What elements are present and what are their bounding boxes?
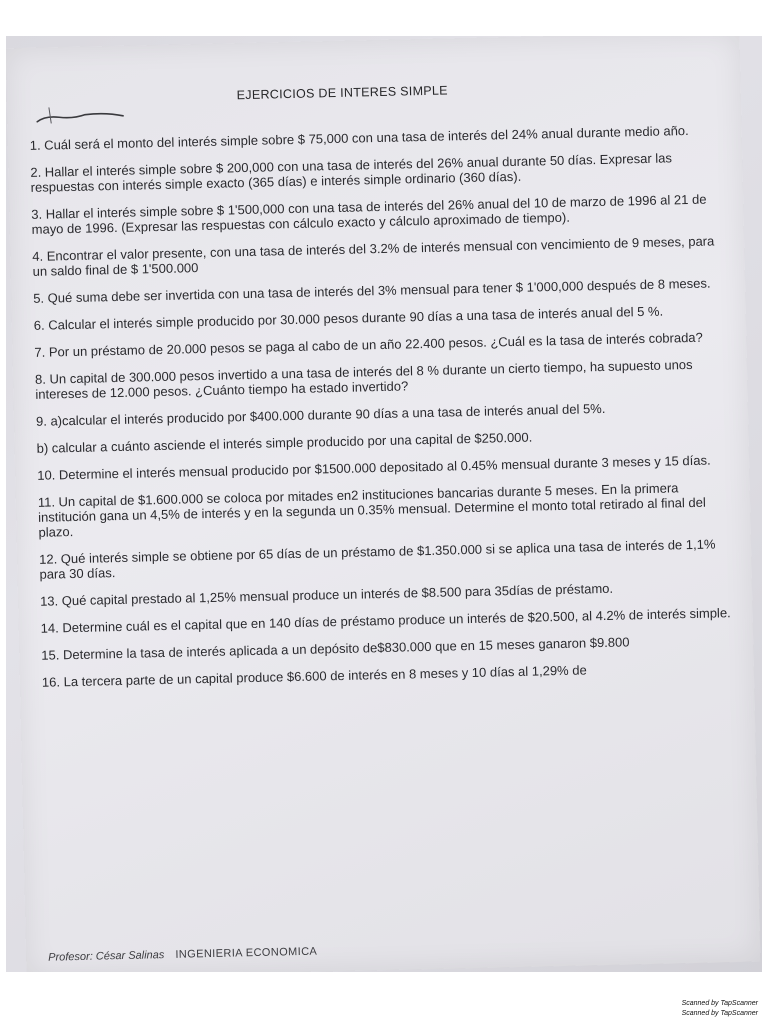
problem-list	[30, 122, 742, 690]
worksheet-title: EJERCICIOS DE INTERES SIMPLE	[236, 83, 449, 103]
problem-3: 3. Hallar el interés simple sobre $ 1'500,000 con una tasa de interés del 26% anual del 10 de marzo de 1996 al 21 de mayo de 1996. (Expresar las respuestas con cálculo exacto y cálculo aproximado de tiempo).	[31, 191, 707, 237]
problem-9a: 9. a)calcular el interés producido por $400.000 durante 90 días a una tasa de interés anual del 5%.	[35, 400, 606, 429]
problem-4: 4. Encontrar el valor presente, con una tasa de interés del 3.2% de interés mensual con vencimiento de 9 meses, para un saldo final de $ 1'500.000	[32, 233, 715, 279]
problem-5: 5. Qué suma debe ser invertida con una tasa de interés del 3% mensual para tener $ 1'000,000 después de 8 meses.	[33, 275, 711, 306]
problem-16: 16. La tercera parte de un capital produce $6.600 de interés en 8 meses y 10 días al 1,29% de	[41, 662, 587, 690]
scanned-photo	[6, 36, 762, 972]
problem-6: 6. Calcular el interés simple producido por 30.000 pesos durante 90 días a una tasa de interés anual del 5 %.	[33, 303, 664, 333]
problem-14: 14. Determine cuál es el capital que en 140 días de préstamo produce un interés de $20.500, al 4.2% de interés simple.	[40, 605, 731, 636]
pen-scribble-icon	[35, 100, 128, 126]
problem-15: 15. Determine la tasa de interés aplicada a un depósito de$830.000 que en 15 meses ganaron $9.800	[41, 634, 630, 663]
problem-9b: b) calcular a cuánto asciende el interés simple producido por una capital de $250.000.	[36, 429, 533, 456]
footer-course: INGENIERIA ECONOMICA	[175, 945, 318, 961]
scanner-watermark-secondary: Scanned by TapScanner	[681, 1010, 758, 1017]
page-footer	[48, 946, 317, 964]
footer-profesor: Profesor: César Salinas	[48, 949, 165, 964]
problem-10: 10. Determine el interés mensual producido por $1500.000 depositado al 0.45% mensual durante 3 meses y 15 días.	[37, 452, 711, 483]
problem-11: 11. Un capital de $1.600.000 se coloca por mitades en2 instituciones bancarias durante 5 meses. En la primera institución gana un 4,5% de interés y en la segunda un 0.35% mensual. Determine el monto total retirado al final del plazo.	[37, 480, 706, 540]
problem-13: 13. Qué capital prestado al 1,25% mensual produce un interés de $8.500 para 35días de préstamo.	[39, 580, 614, 609]
worksheet-paper	[6, 36, 760, 972]
problem-7: 7. Por un préstamo de 20.000 pesos se paga al cabo de un año 22.400 pesos. ¿Cuál es la tasa de interés cobrada?	[34, 329, 703, 360]
problem-1: 1. Cuál será el monto del interés simple sobre $ 75,000 con una tasa de interés del 24% anual durante medio año.	[29, 122, 689, 153]
problem-2: 2. Hallar el interés simple sobre $ 200,000 con una tasa de interés del 26% anual durante 50 días. Expresar las respuestas con interés simple exacto (365 días) e interés simple ordinario (360 días).	[30, 150, 673, 195]
problem-12: 12. Qué interés simple se obtiene por 65 días de un préstamo de $1.350.000 si se aplica una tasa de interés de 1,1% para 30 días.	[38, 536, 716, 582]
scanner-watermark: Scanned by TapScanner	[681, 1000, 758, 1007]
problem-8: 8. Un capital de 300.000 pesos invertido a una tasa de interés del 8 % durante un cierto tiempo, ha supuesto unos intereses de 12.000 pesos. ¿Cuánto tiempo ha estado invertido?	[34, 356, 693, 402]
